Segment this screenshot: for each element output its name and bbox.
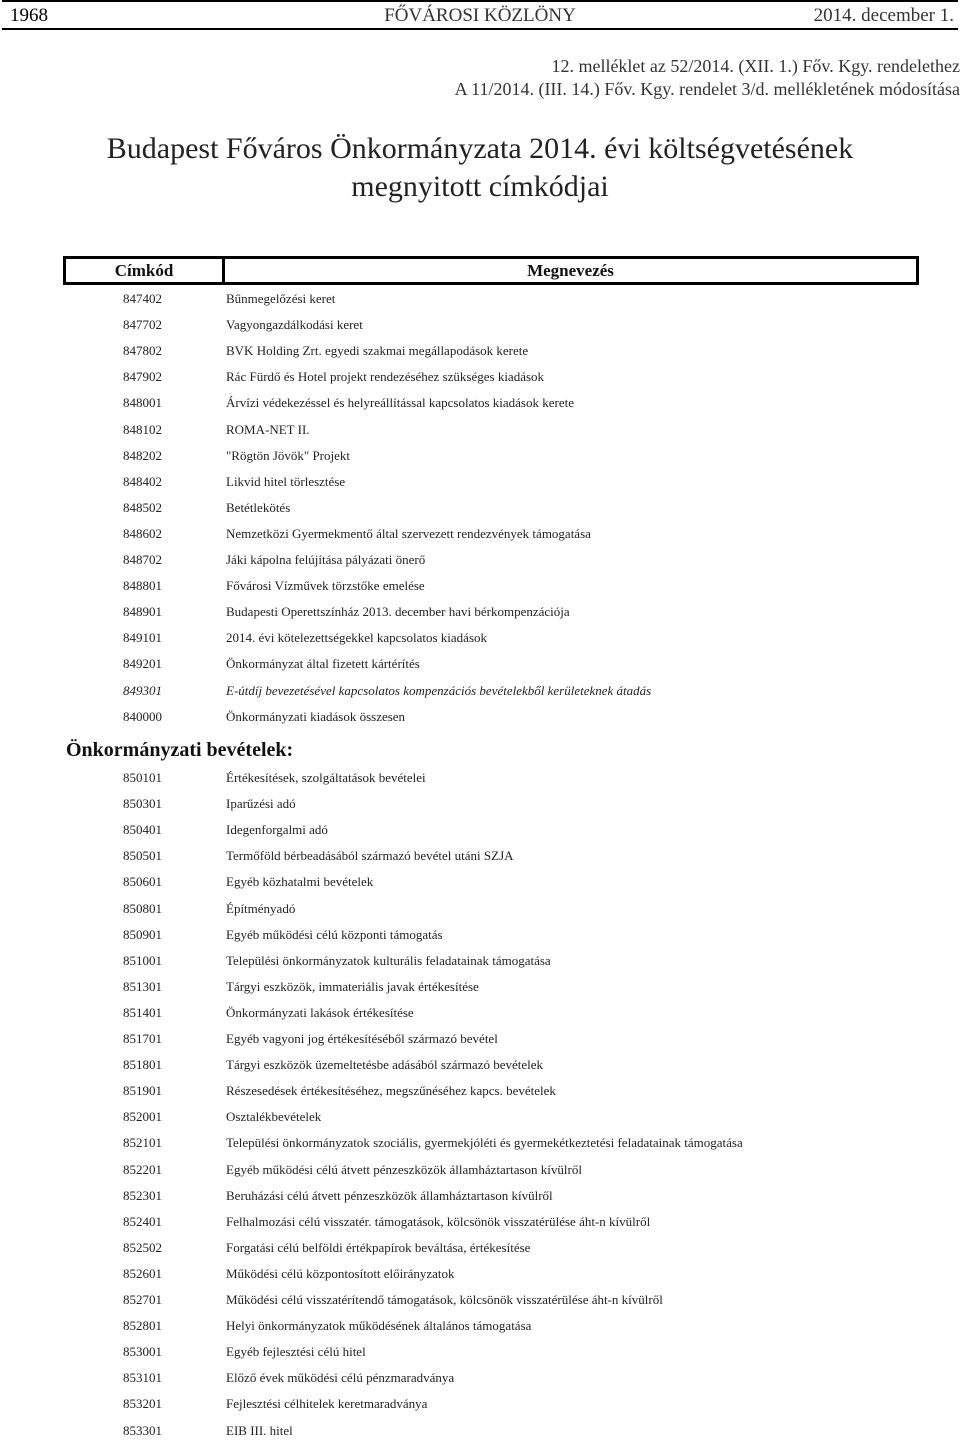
row-name: Bűnmegelőzési keret — [226, 291, 336, 306]
row-code: 852201 — [123, 1161, 162, 1177]
table-row — [0, 1133, 960, 1153]
row-code: 853301 — [123, 1422, 162, 1438]
row-code: 848502 — [123, 499, 162, 515]
table-row — [0, 315, 960, 335]
row-code: 849301 — [123, 682, 162, 698]
table-row — [0, 289, 960, 309]
document-title: Budapest Főváros Önkormányzata 2014. évi költségvetésének — [106, 132, 854, 165]
table-row — [0, 602, 960, 622]
row-name: Felhalmozási célú visszatér. támogatások, kölcsönök visszatérülése áht-n kívülről — [226, 1213, 651, 1229]
column-header-name: Megnevezés — [527, 261, 614, 280]
table-row — [0, 1212, 960, 1232]
row-name: Tárgyi eszközök üzemeltetésbe adásából származó bevételek — [226, 1057, 544, 1073]
annex-reference: 12. melléklet az 52/2014. (XII. 1.) Főv. Kgy. rendelethez — [551, 56, 960, 76]
table-row — [0, 1107, 960, 1127]
publication-date: 2014. december 1. — [813, 5, 954, 26]
table-row — [0, 446, 960, 466]
row-name: Egyéb működési célú átvett pénzeszközök államháztartason kívülről — [226, 1161, 582, 1177]
table-row — [0, 1003, 960, 1023]
row-code: 853001 — [123, 1344, 162, 1360]
table-row — [0, 1421, 960, 1441]
table-row — [0, 1316, 960, 1336]
table-row — [0, 393, 960, 413]
table-row — [0, 977, 960, 997]
row-name: BVK Holding Zrt. egyedi szakmai megállapodások kerete — [226, 343, 529, 359]
row-name: Fővárosi Vízművek törzstőke emelése — [226, 578, 425, 594]
table-row — [0, 1238, 960, 1258]
row-code: 848202 — [123, 447, 162, 463]
row-code: 848402 — [123, 473, 162, 489]
row-name: Vagyongazdálkodási keret — [226, 317, 363, 333]
table-row — [0, 1029, 960, 1049]
row-code: 847402 — [123, 291, 162, 306]
row-name: E-útdíj bevezetésével kapcsolatos kompenzációs bevételekből kerületeknek átadás — [226, 682, 652, 698]
row-code: 847802 — [123, 343, 162, 359]
table-row — [0, 654, 960, 674]
row-code: 850601 — [123, 874, 162, 890]
document-subtitle: megnyitott címkódjai — [351, 170, 609, 203]
table-header — [63, 256, 919, 285]
row-name: Budapesti Operettszínház 2013. december havi bérkompenzációja — [226, 604, 570, 620]
row-name: Önkormányzati lakások értékesítése — [226, 1004, 414, 1020]
row-name: Jáki kápolna felújítása pályázati önerő — [226, 552, 426, 567]
row-name: Egyéb vagyoni jog értékesítéséből származó bevétel — [226, 1031, 498, 1046]
table-row — [0, 1342, 960, 1362]
row-code: 852701 — [123, 1292, 162, 1307]
row-code: 848901 — [123, 604, 162, 620]
row-code: 850801 — [123, 900, 162, 916]
table-row — [0, 1081, 960, 1101]
row-code: 848801 — [123, 578, 162, 594]
row-code: 848102 — [123, 421, 162, 437]
table-row — [0, 1290, 960, 1310]
table-row — [0, 420, 960, 440]
row-code: 851401 — [123, 1004, 162, 1020]
row-name: EIB III. hitel — [226, 1422, 293, 1438]
row-name: Működési célú visszatérítendő támogatások, kölcsönök visszatérülése áht-n kívülről — [226, 1292, 663, 1307]
column-header-code: Címkód — [114, 261, 174, 280]
row-code: 848602 — [123, 525, 162, 541]
row-name: Beruházási célú átvett pénzeszközök államháztartason kívülről — [226, 1187, 553, 1203]
row-code: 852502 — [123, 1239, 162, 1255]
table-row — [0, 628, 960, 648]
table-row — [0, 498, 960, 518]
table-row — [0, 951, 960, 971]
table-row — [0, 576, 960, 596]
row-code: 851301 — [123, 978, 162, 994]
row-name: Nemzetközi Gyermekmentő által szervezett rendezvények támogatása — [226, 525, 591, 541]
row-name: Önkormányzat által fizetett kártérítés — [226, 656, 420, 672]
row-code: 851701 — [123, 1031, 162, 1046]
row-code: 852601 — [123, 1265, 162, 1281]
row-name: Idegenforgalmi adó — [226, 822, 328, 838]
row-name: Betétlekötés — [226, 499, 291, 515]
row-name: Termőföld bérbeadásából származó bevétel utáni SZJA — [226, 848, 514, 864]
row-code: 840000 — [123, 708, 162, 724]
row-code: 850901 — [123, 926, 162, 942]
row-name: Fejlesztési célhitelek keretmaradványa — [226, 1396, 428, 1412]
row-code: 850301 — [123, 796, 162, 812]
row-code: 847902 — [123, 369, 162, 385]
annex-amendment: A 11/2014. (III. 14.) Főv. Kgy. rendelet 3/d. mellékletének módosítása — [454, 79, 960, 99]
row-name: 2014. évi kötelezettségekkel kapcsolatos kiadások — [226, 630, 488, 646]
table-row — [0, 1264, 960, 1284]
page-number: 1968 — [10, 5, 48, 26]
row-name: Forgatási célú belföldi értékpapírok beváltása, értékesítése — [226, 1239, 531, 1255]
row-name: Likvid hitel törlesztése — [226, 473, 346, 489]
table-row — [0, 1186, 960, 1206]
row-code: 853101 — [123, 1370, 162, 1386]
table-row — [0, 846, 960, 866]
row-code: 852101 — [123, 1135, 162, 1151]
row-name: Helyi önkormányzatok működésének általános támogatása — [226, 1318, 532, 1334]
row-code: 850101 — [123, 770, 162, 785]
row-name: Iparűzési adó — [226, 796, 296, 812]
table-row — [0, 681, 960, 701]
table-row — [0, 899, 960, 919]
table-row — [0, 925, 960, 945]
row-code: 853201 — [123, 1396, 162, 1412]
row-name: Rác Fürdő és Hotel projekt rendezéséhez szükséges kiadások — [226, 369, 545, 385]
table-row — [0, 707, 960, 727]
row-code: 851901 — [123, 1083, 162, 1099]
row-code: 848001 — [123, 395, 162, 411]
row-name: Működési célú központosított előirányzatok — [226, 1265, 455, 1281]
row-name: Előző évek működési célú pénzmaradványa — [226, 1370, 455, 1386]
table-row — [0, 367, 960, 387]
row-code: 851001 — [123, 952, 162, 968]
row-name: Egyéb működési célú központi támogatás — [226, 926, 443, 942]
row-code: 848702 — [123, 552, 162, 567]
table-row — [0, 1394, 960, 1414]
row-name: Osztalékbevételek — [226, 1109, 322, 1125]
row-name: Egyéb közhatalmi bevételek — [226, 874, 374, 890]
table-row — [0, 768, 960, 788]
row-code: 852301 — [123, 1187, 162, 1203]
table-row — [0, 550, 960, 570]
row-code: 852001 — [123, 1109, 162, 1125]
row-name: Települési önkormányzatok szociális, gyermekjóléti és gyermekétkeztetési feladatainak támogatása — [226, 1135, 743, 1151]
table-row — [0, 1160, 960, 1180]
page-header — [2, 0, 958, 30]
table-row — [0, 1368, 960, 1388]
row-name: Árvízi védekezéssel és helyreállítással kapcsolatos kiadások kerete — [226, 395, 574, 411]
table-row — [0, 341, 960, 361]
row-name: "Rögtön Jövök" Projekt — [226, 447, 351, 463]
table-row — [0, 524, 960, 544]
row-name: Részesedések értékesítéséhez, megszűnéséhez kapcs. bevételek — [226, 1083, 556, 1099]
table-row — [0, 1055, 960, 1075]
table-row — [0, 472, 960, 492]
row-code: 852401 — [123, 1213, 162, 1229]
table-row — [0, 820, 960, 840]
row-name: Települési önkormányzatok kulturális feladatainak támogatása — [226, 952, 551, 968]
row-code: 847702 — [123, 317, 162, 333]
row-name: Építményadó — [226, 900, 296, 916]
revenue-section-title: Önkormányzati bevételek: — [66, 739, 294, 761]
row-name: ROMA-NET II. — [226, 421, 310, 437]
row-code: 849101 — [123, 630, 162, 646]
table-row — [0, 794, 960, 814]
row-name: Egyéb fejlesztési célú hitel — [226, 1344, 366, 1360]
row-code: 850501 — [123, 848, 162, 864]
row-code: 851801 — [123, 1057, 162, 1073]
table-row — [0, 872, 960, 892]
row-name: Értékesítések, szolgáltatások bevételei — [226, 770, 426, 785]
row-code: 852801 — [123, 1318, 162, 1334]
publication-title: FŐVÁROSI KÖZLÖNY — [384, 5, 576, 26]
row-code: 850401 — [123, 822, 162, 838]
row-name: Tárgyi eszközök, immateriális javak értékesítése — [226, 978, 479, 994]
row-name: Önkormányzati kiadások összesen — [226, 708, 406, 724]
row-code: 849201 — [123, 656, 162, 672]
